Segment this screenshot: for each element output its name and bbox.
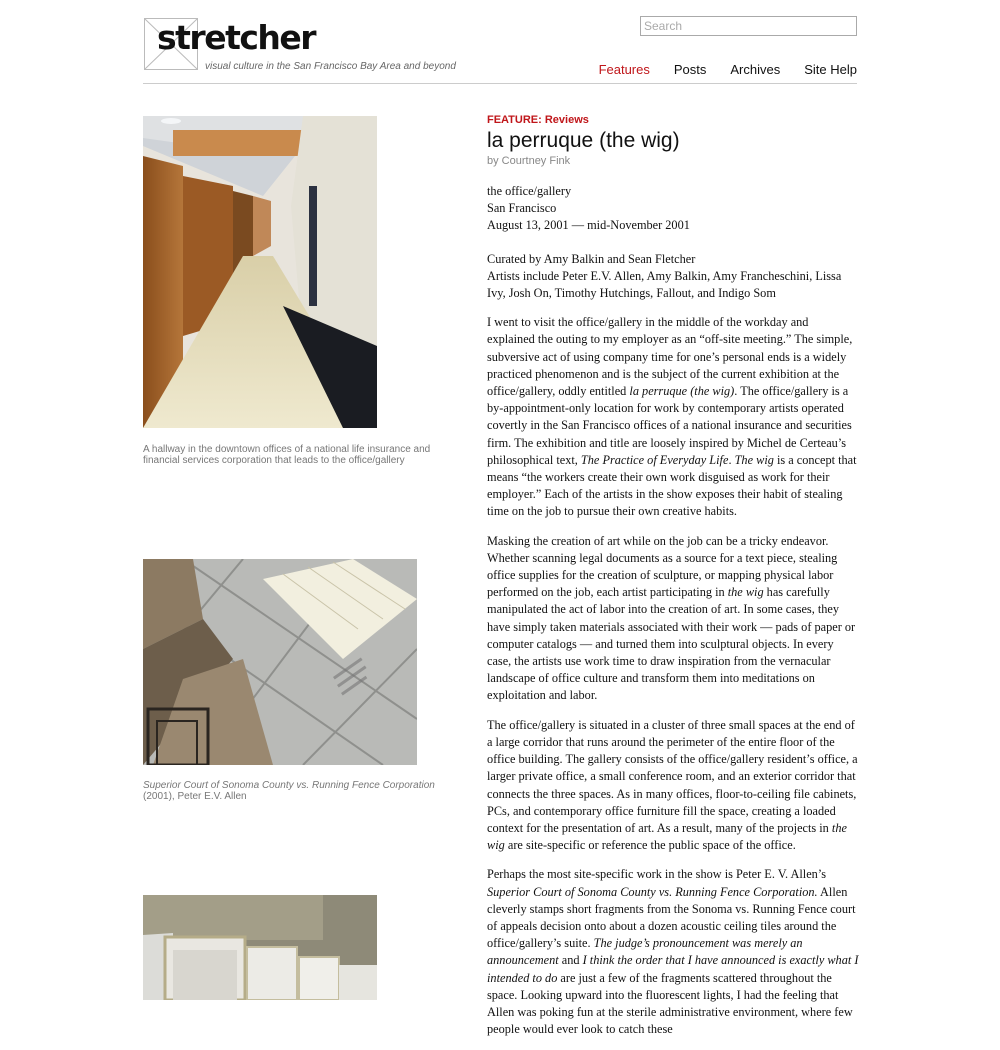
paragraph-3 bbox=[487, 717, 859, 855]
p2-text-a: Masking the creation of art while on the job can be a tricky endeavor. Whether scanning legal documents as a source for a text piece, stealing office supplies for the creation of sculpture, or mapping physical labor performed on the job, each artist participating in bbox=[487, 533, 838, 600]
p4-em-a: Superior Court of Sonoma County vs. Running Fence Corporation. bbox=[487, 884, 818, 899]
site-tagline: visual culture in the San Francisco Bay Area and beyond bbox=[205, 61, 456, 72]
p4-text-d: are just a few of the fragments scattered throughout the space. Looking upward into the fluorescent lights, I had the feeling that Allen was poking fun at the sterile administrative environment, where few people would ever look to catch these bbox=[487, 970, 853, 1037]
site-logo[interactable]: stretcher bbox=[157, 18, 316, 57]
article-body bbox=[487, 183, 859, 1038]
article bbox=[487, 114, 859, 1050]
p1-text-d: is a concept that means “the workers create their own work disguised as work for their employer.” Each of the artists in the show exposes their habit of stealing time on the job to pursue their own creative habits. bbox=[487, 452, 857, 519]
exhibition-city: San Francisco bbox=[487, 201, 557, 216]
exhibition-dates: August 13, 2001 — mid-November 2001 bbox=[487, 218, 690, 233]
p1-text-a: I went to visit the office/gallery in the middle of the workday and explained the outing to my employer as an “off-site meeting.” The simple, subversive act of using company time for one’s personal ends is a widely practiced phenomenon and is the subject of the current exhibition at the office/gallery, oddly entitled bbox=[487, 315, 853, 399]
p1-em-b: The Practice of Everyday Life bbox=[580, 452, 729, 467]
header-divider bbox=[143, 83, 857, 84]
paragraph-1 bbox=[487, 314, 859, 520]
main-nav bbox=[575, 62, 857, 77]
article-byline[interactable]: by Courtney Fink bbox=[487, 155, 571, 167]
exhibition-info bbox=[487, 183, 859, 235]
nav-features[interactable]: Features bbox=[598, 62, 650, 77]
nav-site-help[interactable]: Site Help bbox=[804, 62, 857, 77]
nav-posts[interactable]: Posts bbox=[673, 62, 707, 77]
p4-text-c: and bbox=[558, 953, 583, 968]
article-kicker[interactable]: FEATURE: Reviews bbox=[487, 114, 589, 126]
exhibition-venue: the office/gallery bbox=[487, 184, 572, 198]
paragraph-4 bbox=[487, 866, 859, 1038]
paragraph-2 bbox=[487, 533, 859, 705]
search-input[interactable] bbox=[640, 16, 857, 36]
p1-em-c: The wig bbox=[734, 452, 774, 467]
caption-work-title: Superior Court of Sonoma County vs. Running Fence Corporation bbox=[143, 780, 435, 791]
p4-em-c: I think the order that I have announced is exactly what I intended to do bbox=[487, 953, 859, 985]
p1-text-b: . The office/gallery is a by-appointment-only location for work by contemporary artists operated covertly in the San Francisco offices of a national insurance and securities firm. The exhibition and title are loosely inspired by Michel de Certeau’s philosophical text, bbox=[487, 384, 852, 467]
p1-text-c: . bbox=[728, 452, 735, 467]
p4-em-b: The judge’s pronouncement was merely an announcement bbox=[487, 936, 803, 968]
office-panels-photo bbox=[143, 895, 377, 1000]
article-title: la perruque (the wig) bbox=[487, 129, 680, 152]
p3-text-a: The office/gallery is situated in a cluster of three small spaces at the end of a large corridor that runs around the perimeter of the entire floor of the office building. The gallery consists of the office/gallery resident’s office, a larger private office, a small conference room, and an exterior corridor that connects the three spaces. As in many offices, floor-to-ceiling file cabinets, PCs, and contemporary office furniture fill the space, creating a loaded context for the presentation of art. As a result, many of the projects in bbox=[487, 717, 858, 835]
hallway-photo bbox=[143, 116, 377, 428]
p1-em-a: la perruque (the wig) bbox=[629, 384, 735, 399]
nav-archives[interactable]: Archives bbox=[730, 62, 781, 77]
figure-caption-1: A hallway in the downtown offices of a national life insurance and financial services corporation that leads to the office/gallery bbox=[143, 444, 431, 466]
exhibition-credits bbox=[487, 251, 859, 303]
p2-text-b: has carefully manipulated the act of labor into the creation of art. In some cases, they have simply taken materials associated with their work — pads of paper or computer catalogs — and turned them into sculptural objects. In every case, the artists use work time to draw inspiration from the vernacular landscape of office culture and transform them into meditations on exploitation and labor. bbox=[487, 585, 856, 703]
figure-caption-2 bbox=[143, 780, 458, 802]
caption-work-credit: (2001), Peter E.V. Allen bbox=[143, 791, 247, 802]
p4-text-b: Allen cleverly stamps short fragments from the Sonoma vs. Running Fence court of appeals decision onto about a dozen acoustic ceiling tiles around the office/gallery’s suite. bbox=[487, 884, 856, 951]
exhibition-artists: Artists include Peter E.V. Allen, Amy Balkin, Amy Francheschini, Lissa Ivy, Josh On, Timothy Hutchings, Fallout, and Indigo Som bbox=[487, 268, 842, 301]
p3-text-b: are site-specific or reference the public space of the office. bbox=[504, 838, 796, 853]
p2-em-a: the wig bbox=[727, 585, 764, 600]
p3-em-a: the wig bbox=[487, 820, 847, 853]
exhibition-curators: Curated by Amy Balkin and Sean Fletcher bbox=[487, 251, 696, 266]
ceiling-tiles-photo bbox=[143, 559, 417, 765]
p4-text-a: Perhaps the most site-specific work in the show is Peter E. V. Allen’s bbox=[487, 867, 827, 882]
